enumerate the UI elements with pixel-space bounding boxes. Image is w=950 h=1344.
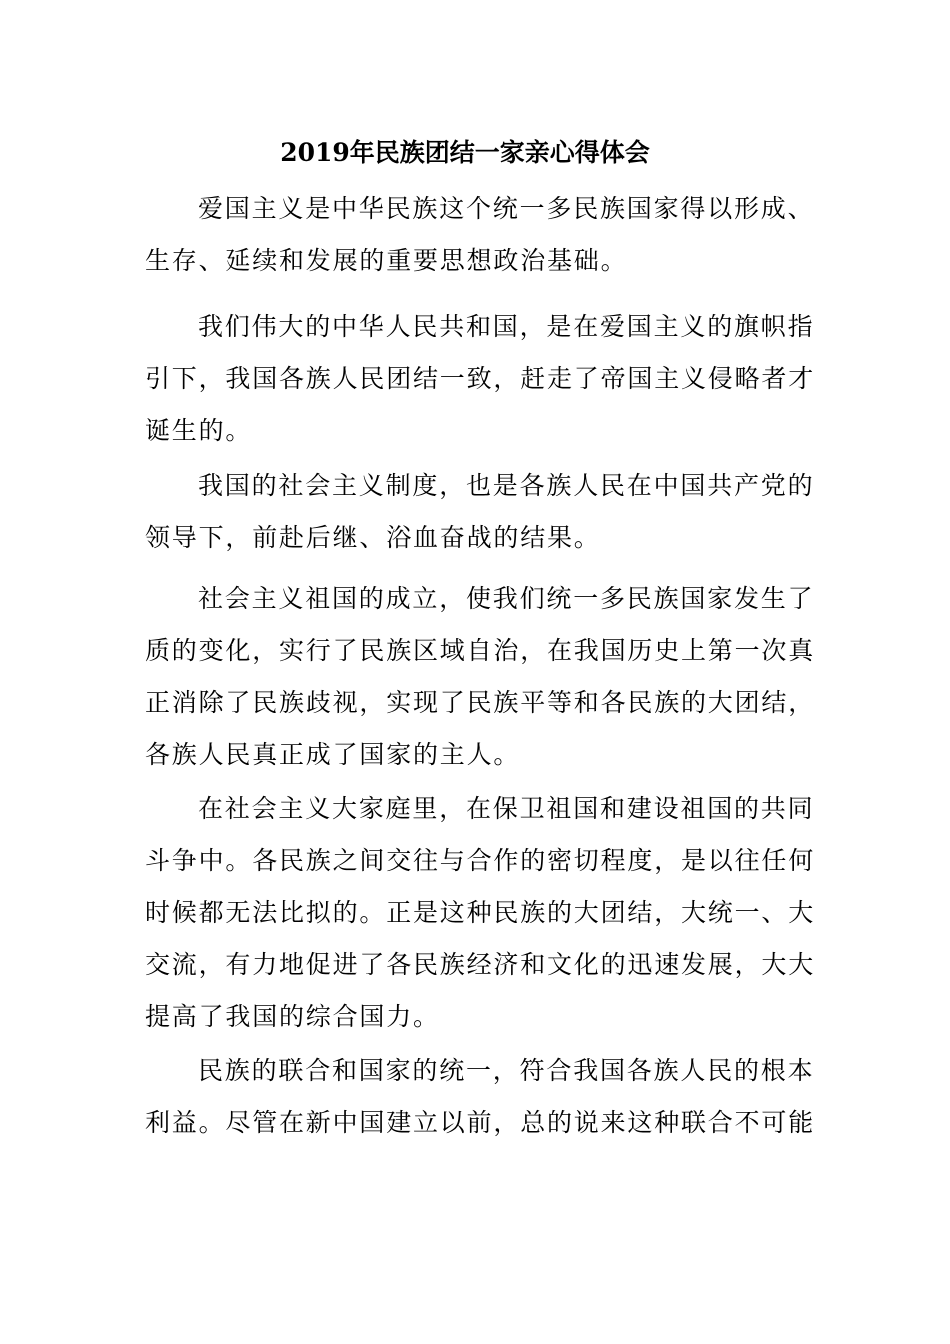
paragraph-line: 爱国主义是中华民族这个统一多民族国家得以形成、 [198, 194, 815, 223]
document-title: 2019年民族团结一家亲心得体会 [280, 138, 650, 167]
paragraph-line: 我们伟大的中华人民共和国，是在爱国主义的旗帜指 [198, 312, 815, 341]
paragraph-line: 斗争中。各民族之间交往与合作的密切程度，是以往任何 [145, 846, 816, 875]
paragraph-line: 质的变化，实行了民族区域自治，在我国历史上第一次真 [145, 636, 816, 665]
paragraph-line: 正消除了民族歧视，实现了民族平等和各民族的大团结， [145, 688, 816, 717]
paragraph-2 [145, 301, 816, 457]
paragraph-4 [145, 573, 816, 781]
paragraph-line: 领导下，前赴后继、浴血奋战的结果。 [145, 523, 601, 552]
paragraph-line: 在社会主义大家庭里，在保卫祖国和建设祖国的共同 [198, 794, 815, 823]
paragraph-3 [145, 460, 815, 564]
paragraph-line: 利益。尽管在新中国建立以前，总的说来这种联合不可能 [145, 1108, 816, 1137]
paragraph-line: 社会主义祖国的成立，使我们统一多民族国家发生了 [198, 584, 815, 613]
paragraph-line: 时候都无法比拟的。正是这种民族的大团结，大统一、大 [145, 898, 816, 927]
paragraph-line: 引下，我国各族人民团结一致，赶走了帝国主义侵略者才 [145, 364, 816, 393]
paragraph-line: 我国的社会主义制度，也是各族人民在中国共产党的 [198, 471, 815, 500]
paragraph-line: 生存、延续和发展的重要思想政治基础。 [145, 246, 628, 275]
paragraph-line: 民族的联合和国家的统一，符合我国各族人民的根本 [198, 1056, 815, 1085]
paragraph-5 [145, 783, 816, 1043]
paragraph-6 [145, 1045, 816, 1149]
paragraph-line: 诞生的。 [145, 416, 253, 445]
paragraph-1 [145, 183, 815, 287]
paragraph-line: 各族人民真正成了国家的主人。 [145, 740, 521, 769]
paragraph-line: 提高了我国的综合国力。 [145, 1002, 440, 1031]
paragraph-line: 交流，有力地促进了各民族经济和文化的迅速发展，大大 [145, 950, 816, 979]
